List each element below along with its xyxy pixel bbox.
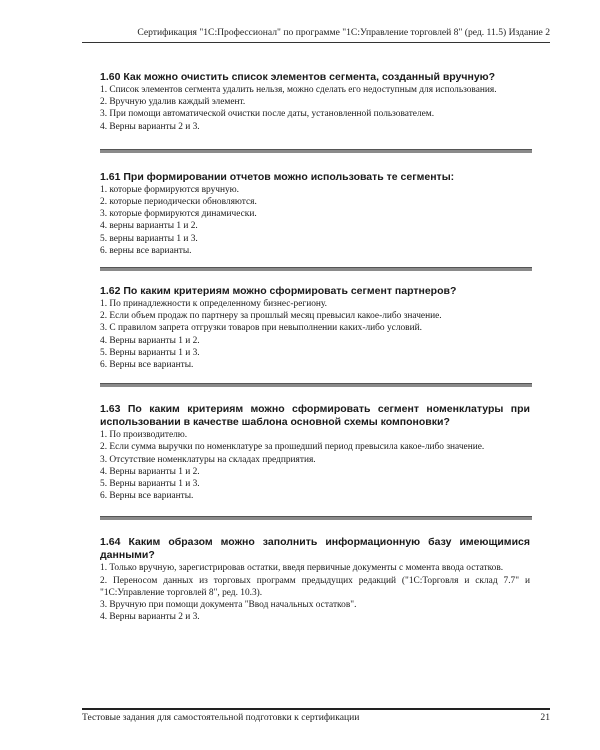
answer-option: 2. Вручную удалив каждый элемент. <box>100 97 246 108</box>
separator-bar <box>100 267 532 271</box>
answer-option: 2. Если объем продаж по партнеру за прошлый месяц превысил какое-либо значение. <box>100 311 442 322</box>
answer-list <box>100 562 530 623</box>
question-1-64 <box>100 536 530 623</box>
answer-option: 4. Верны варианты 2 и 3. <box>100 612 200 623</box>
question-1-62 <box>100 285 530 371</box>
answer-option: 1. Список элементов сегмента удалить нельзя, можно сделать его недоступным для использования. <box>100 85 497 95</box>
answer-option: 5. верны варианты 1 и 3. <box>100 233 198 244</box>
answer-list <box>100 429 530 502</box>
answer-list <box>100 184 530 257</box>
question-title: 1.64 Каким образом можно заполнить информационную базу имеющимися данными? <box>100 536 530 562</box>
separator-bar <box>100 383 532 387</box>
answer-option: 3. Отсутствие номенклатуры на складах предприятия. <box>100 454 316 465</box>
answer-option: 3. С правилом запрета отгрузки товаров при невыполнении каких-либо условий. <box>100 323 422 334</box>
answer-option: 6. верны все варианты. <box>100 245 192 256</box>
header-rule <box>82 42 550 43</box>
separator-bar <box>100 149 532 153</box>
questions-content <box>100 71 530 623</box>
answer-option: 4. Верны варианты 1 и 2. <box>100 466 200 477</box>
question-1-60 <box>100 71 530 133</box>
question-title: 1.60 Как можно очистить список элементов сегмента, созданный вручную? <box>100 71 496 83</box>
page-header: Сертификация "1С:Профессионал" по программе "1С:Управление торговлей 8" (ред. 11.5) Издание 2 <box>137 27 550 38</box>
question-title: 1.61 При формировании отчетов можно использовать те сегменты: <box>100 170 455 183</box>
page-footer <box>82 712 550 723</box>
question-title: 1.63 По каким критериям можно сформировать сегмент номенклатуры при использовании в качестве шаблона основной схемы компоновки? <box>100 403 530 429</box>
answer-option: 4. верны варианты 1 и 2. <box>100 221 198 232</box>
question-1-61 <box>100 171 530 257</box>
footer-text: Тестовые задания для самостоятельной подготовки к сертификации <box>82 712 360 723</box>
answer-option: 4. Верны варианты 1 и 2. <box>100 335 200 346</box>
answer-option: 3. Вручную при помощи документа "Ввод начальных остатков". <box>100 600 357 611</box>
answer-list <box>100 84 530 133</box>
answer-option: 1. Только вручную, зарегистрировав остатки, введя первичные документы с момента ввода остатков. <box>100 563 504 574</box>
page-number: 21 <box>540 712 550 723</box>
question-1-63 <box>100 403 530 502</box>
question-title: 1.62 По каким критериям можно сформировать сегмент партнеров? <box>100 285 457 298</box>
answer-option: 2. которые периодически обновляются. <box>100 197 257 208</box>
answer-option: 1. По принадлежности к определенному бизнес-региону. <box>100 299 328 310</box>
separator-bar <box>100 516 532 520</box>
answer-option: 3. которые формируются динамически. <box>100 209 257 220</box>
answer-option: 6. Верны все варианты. <box>100 360 194 371</box>
footer-rule <box>82 708 550 710</box>
answer-option: 1. По производителю. <box>100 430 188 441</box>
answer-option: 5. Верны варианты 1 и 3. <box>100 347 200 358</box>
answer-list <box>100 298 530 371</box>
answer-option: 5. Верны варианты 1 и 3. <box>100 479 200 490</box>
answer-option: 1. которые формируются вручную. <box>100 184 240 195</box>
answer-option: 3. При помощи автоматической очистки после даты, установленной пользователем. <box>100 109 435 120</box>
answer-option: 2. Если сумма выручки по номенклатуре за прошедший период превысила какое-либо значение. <box>100 442 485 453</box>
answer-option: 6. Верны все варианты. <box>100 491 194 502</box>
answer-option: 4. Верны варианты 2 и 3. <box>100 121 200 132</box>
answer-option: 2. Переносом данных из торговых программ предыдущих редакций ("1С:Торговля и склад 7.7" и "1С:Управление торговлей 8", ред. 10.3). <box>100 575 530 598</box>
